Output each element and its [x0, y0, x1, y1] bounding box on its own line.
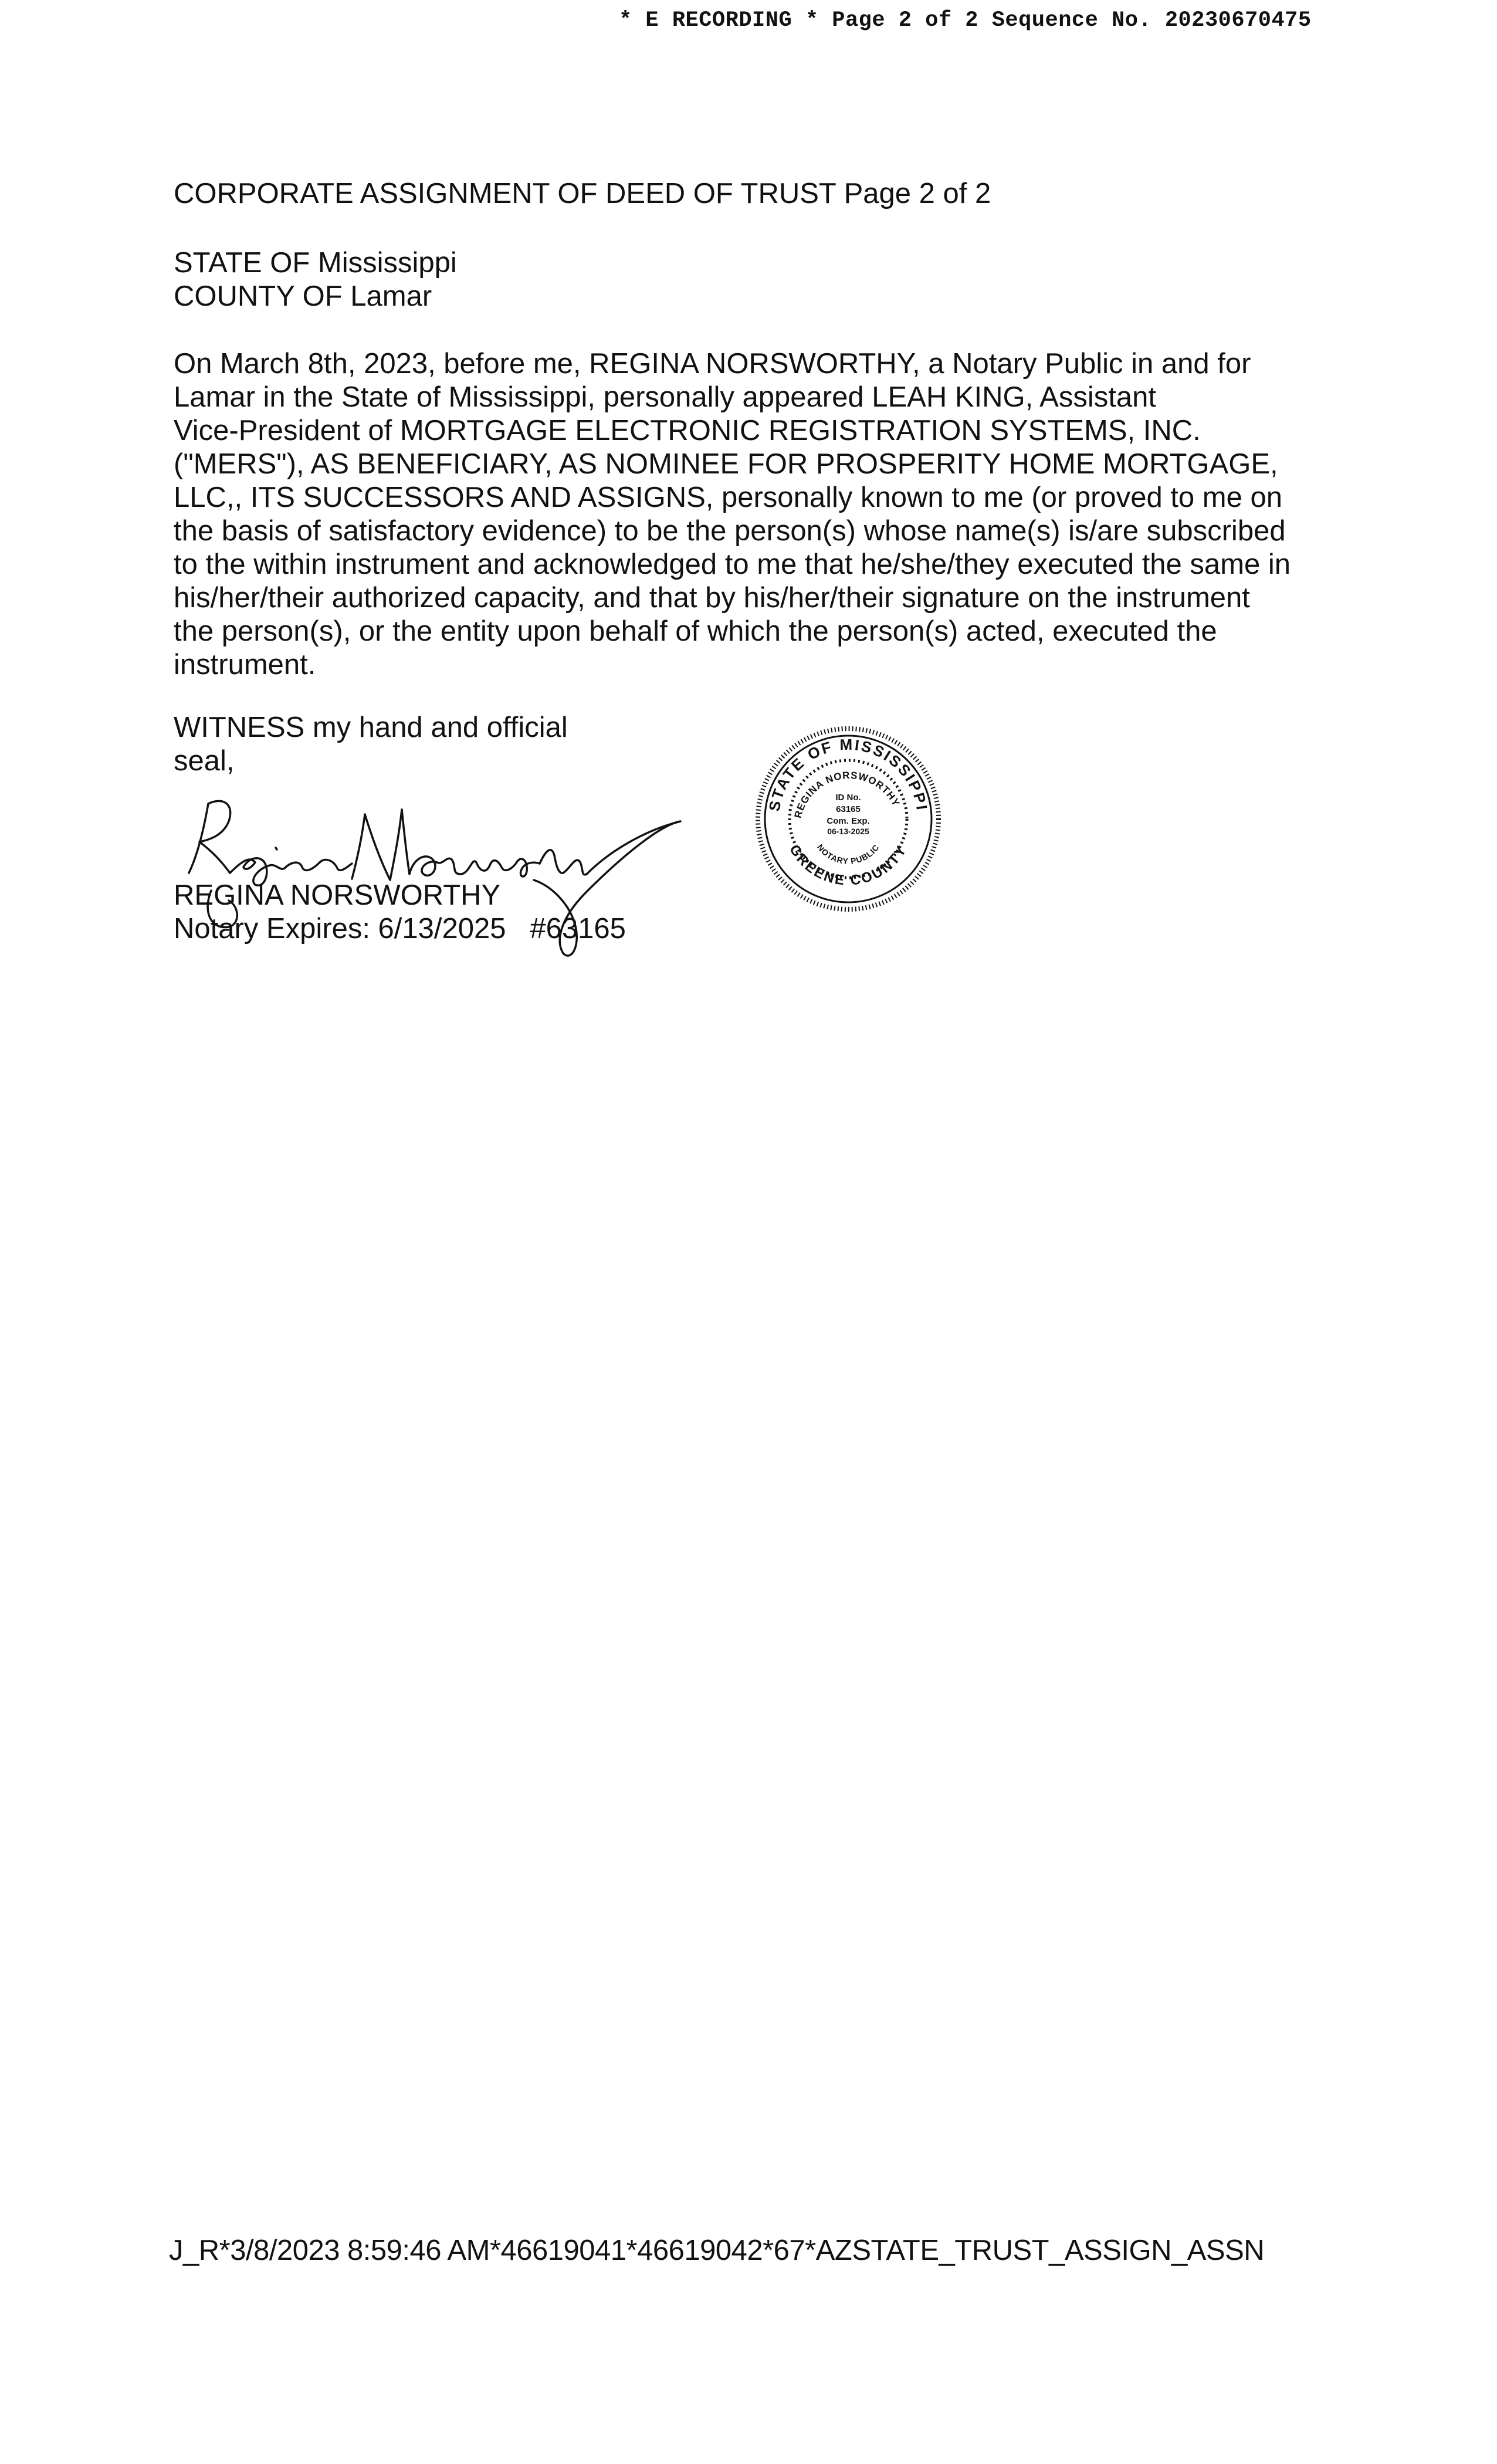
seal-name-text: REGINA NORSWORTHY — [792, 769, 902, 820]
acknowledgment-line: Vice-President of MORTGAGE ELECTRONIC REGISTRATION SYSTEMS, INC. — [174, 415, 1201, 446]
witness-line: WITNESS my hand and official — [174, 712, 568, 743]
acknowledgment-line: instrument. — [174, 649, 316, 681]
acknowledgment-line: the basis of satisfactory evidence) to be the person(s) whose name(s) is/are subscribed — [174, 515, 1286, 547]
seal-top-text: STATE OF MISSISSIPPI — [765, 735, 932, 813]
document-title: CORPORATE ASSIGNMENT OF DEED OF TRUST Page 2 of 2 — [174, 178, 991, 209]
recording-footer: J_R*3/8/2023 8:59:46 AM*46619041*46619042*67*AZSTATE_TRUST_ASSIGN_ASSN — [169, 2235, 1265, 2266]
acknowledgment-paragraph — [174, 347, 1347, 682]
acknowledgment-line: the person(s), or the entity upon behalf of which the person(s) acted, executed the — [174, 615, 1217, 647]
county-line: COUNTY OF Lamar — [174, 280, 432, 312]
notary-name: REGINA NORSWORTHY — [174, 879, 501, 911]
notary-seal — [754, 725, 942, 913]
acknowledgment-line: On March 8th, 2023, before me, REGINA NORSWORTHY, a Notary Public in and for — [174, 348, 1251, 380]
acknowledgment-line: Lamar in the State of Mississippi, personally appeared LEAH KING, Assistant — [174, 381, 1156, 413]
witness-line: seal, — [174, 745, 235, 777]
acknowledgment-line: to the within instrument and acknowledged to me that he/she/they executed the same in — [174, 549, 1291, 580]
seal-id-label: ID No. — [835, 793, 861, 803]
acknowledgment-line: LLC,, ITS SUCCESSORS AND ASSIGNS, personally known to me (or proved to me on — [174, 482, 1282, 513]
acknowledgment-line: his/her/their authorized capacity, and that by his/her/their signature on the instrument — [174, 582, 1250, 614]
witness-statement — [174, 711, 568, 778]
acknowledgment-line: ("MERS"), AS BENEFICIARY, AS NOMINEE FOR PROSPERITY HOME MORTGAGE, — [174, 448, 1278, 480]
recording-header: * E RECORDING * Page 2 of 2 Sequence No. 20230670475 — [619, 8, 1312, 33]
seal-com-exp-date: 06-13-2025 — [827, 827, 869, 836]
seal-com-exp-label: Com. Exp. — [827, 816, 870, 826]
svg-text:NOTARY PUBLIC — [815, 842, 881, 866]
seal-bottom-text: GREENE COUNTY — [786, 842, 910, 889]
seal-notary-text: NOTARY PUBLIC — [815, 842, 882, 866]
state-line: STATE OF Mississippi — [174, 247, 457, 279]
notary-expiration: Notary Expires: 6/13/2025 #63165 — [174, 913, 626, 945]
seal-id-number: 63165 — [836, 804, 861, 814]
notary-signature — [176, 786, 704, 962]
